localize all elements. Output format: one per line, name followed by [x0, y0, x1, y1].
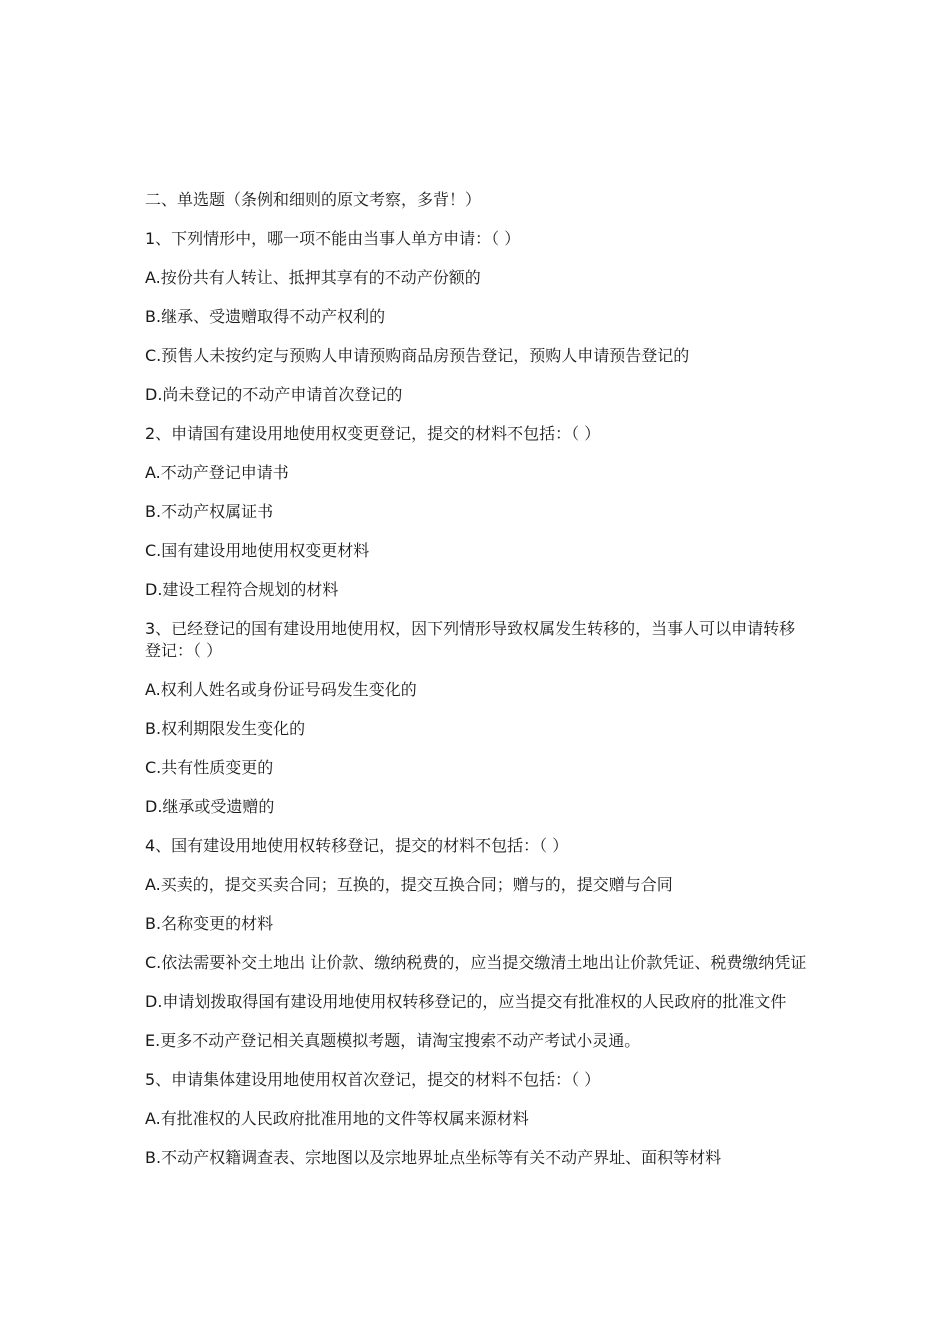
- option-c: C.依法需要补交土地出 让价款、缴纳税费的，应当提交缴清土地出让价款凭证、税费缴纳凭证: [145, 953, 807, 972]
- question-2: [145, 423, 810, 601]
- question-3: [145, 618, 810, 818]
- option-c: C.国有建设用地使用权变更材料: [145, 541, 370, 560]
- option-d: D.继承或受遗赠的: [145, 797, 275, 816]
- section-title: 二、单选题（条例和细则的原文考察，多背！）: [145, 190, 482, 209]
- option-a: A.买卖的，提交买卖合同；互换的，提交互换合同；赠与的，提交赠与合同: [145, 875, 673, 894]
- option-b: B.不动产权籍调查表、宗地图以及宗地界址点坐标等有关不动产界址、面积等材料: [145, 1148, 722, 1167]
- option-b: B.不动产权属证书: [145, 502, 274, 521]
- option-d: D.尚未登记的不动产申请首次登记的: [145, 385, 403, 404]
- document-page: [145, 189, 810, 1186]
- option-d: D.申请划拨取得国有建设用地使用权转移登记的，应当提交有批准权的人民政府的批准文件: [145, 992, 787, 1011]
- question-5: [145, 1069, 810, 1169]
- option-b: B.继承、受遗赠取得不动产权利的: [145, 307, 386, 326]
- option-b: B.权利期限发生变化的: [145, 719, 306, 738]
- option-b: B.名称变更的材料: [145, 914, 274, 933]
- option-a: A.有批准权的人民政府批准用地的文件等权属来源材料: [145, 1109, 529, 1128]
- option-c: C.预售人未按约定与预购人申请预购商品房预告登记，预购人申请预告登记的: [145, 346, 690, 365]
- option-a: A.权利人姓名或身份证号码发生变化的: [145, 680, 417, 699]
- question-stem: 1、下列情形中，哪一项不能由当事人单方申请：（ ）: [145, 229, 521, 248]
- question-stem: 4、国有建设用地使用权转移登记，提交的材料不包括：（ ）: [145, 836, 569, 855]
- option-a: A.按份共有人转让、抵押其享有的不动产份额的: [145, 268, 481, 287]
- question-stem: 2、申请国有建设用地使用权变更登记，提交的材料不包括：（ ）: [145, 424, 601, 443]
- option-d: D.建设工程符合规划的材料: [145, 580, 339, 599]
- question-4: [145, 835, 810, 1052]
- option-a: A.不动产登记申请书: [145, 463, 289, 482]
- question-1: [145, 228, 810, 406]
- question-stem: 3、已经登记的国有建设用地使用权，因下列情形导致权属发生转移的，当事人可以申请转移登记：（ ）: [145, 619, 796, 660]
- option-c: C.共有性质变更的: [145, 758, 274, 777]
- option-e: E.更多不动产登记相关真题模拟考题，请淘宝搜索不动产考试小灵通。: [145, 1031, 641, 1050]
- question-stem: 5、申请集体建设用地使用权首次登记，提交的材料不包括：（ ）: [145, 1070, 601, 1089]
